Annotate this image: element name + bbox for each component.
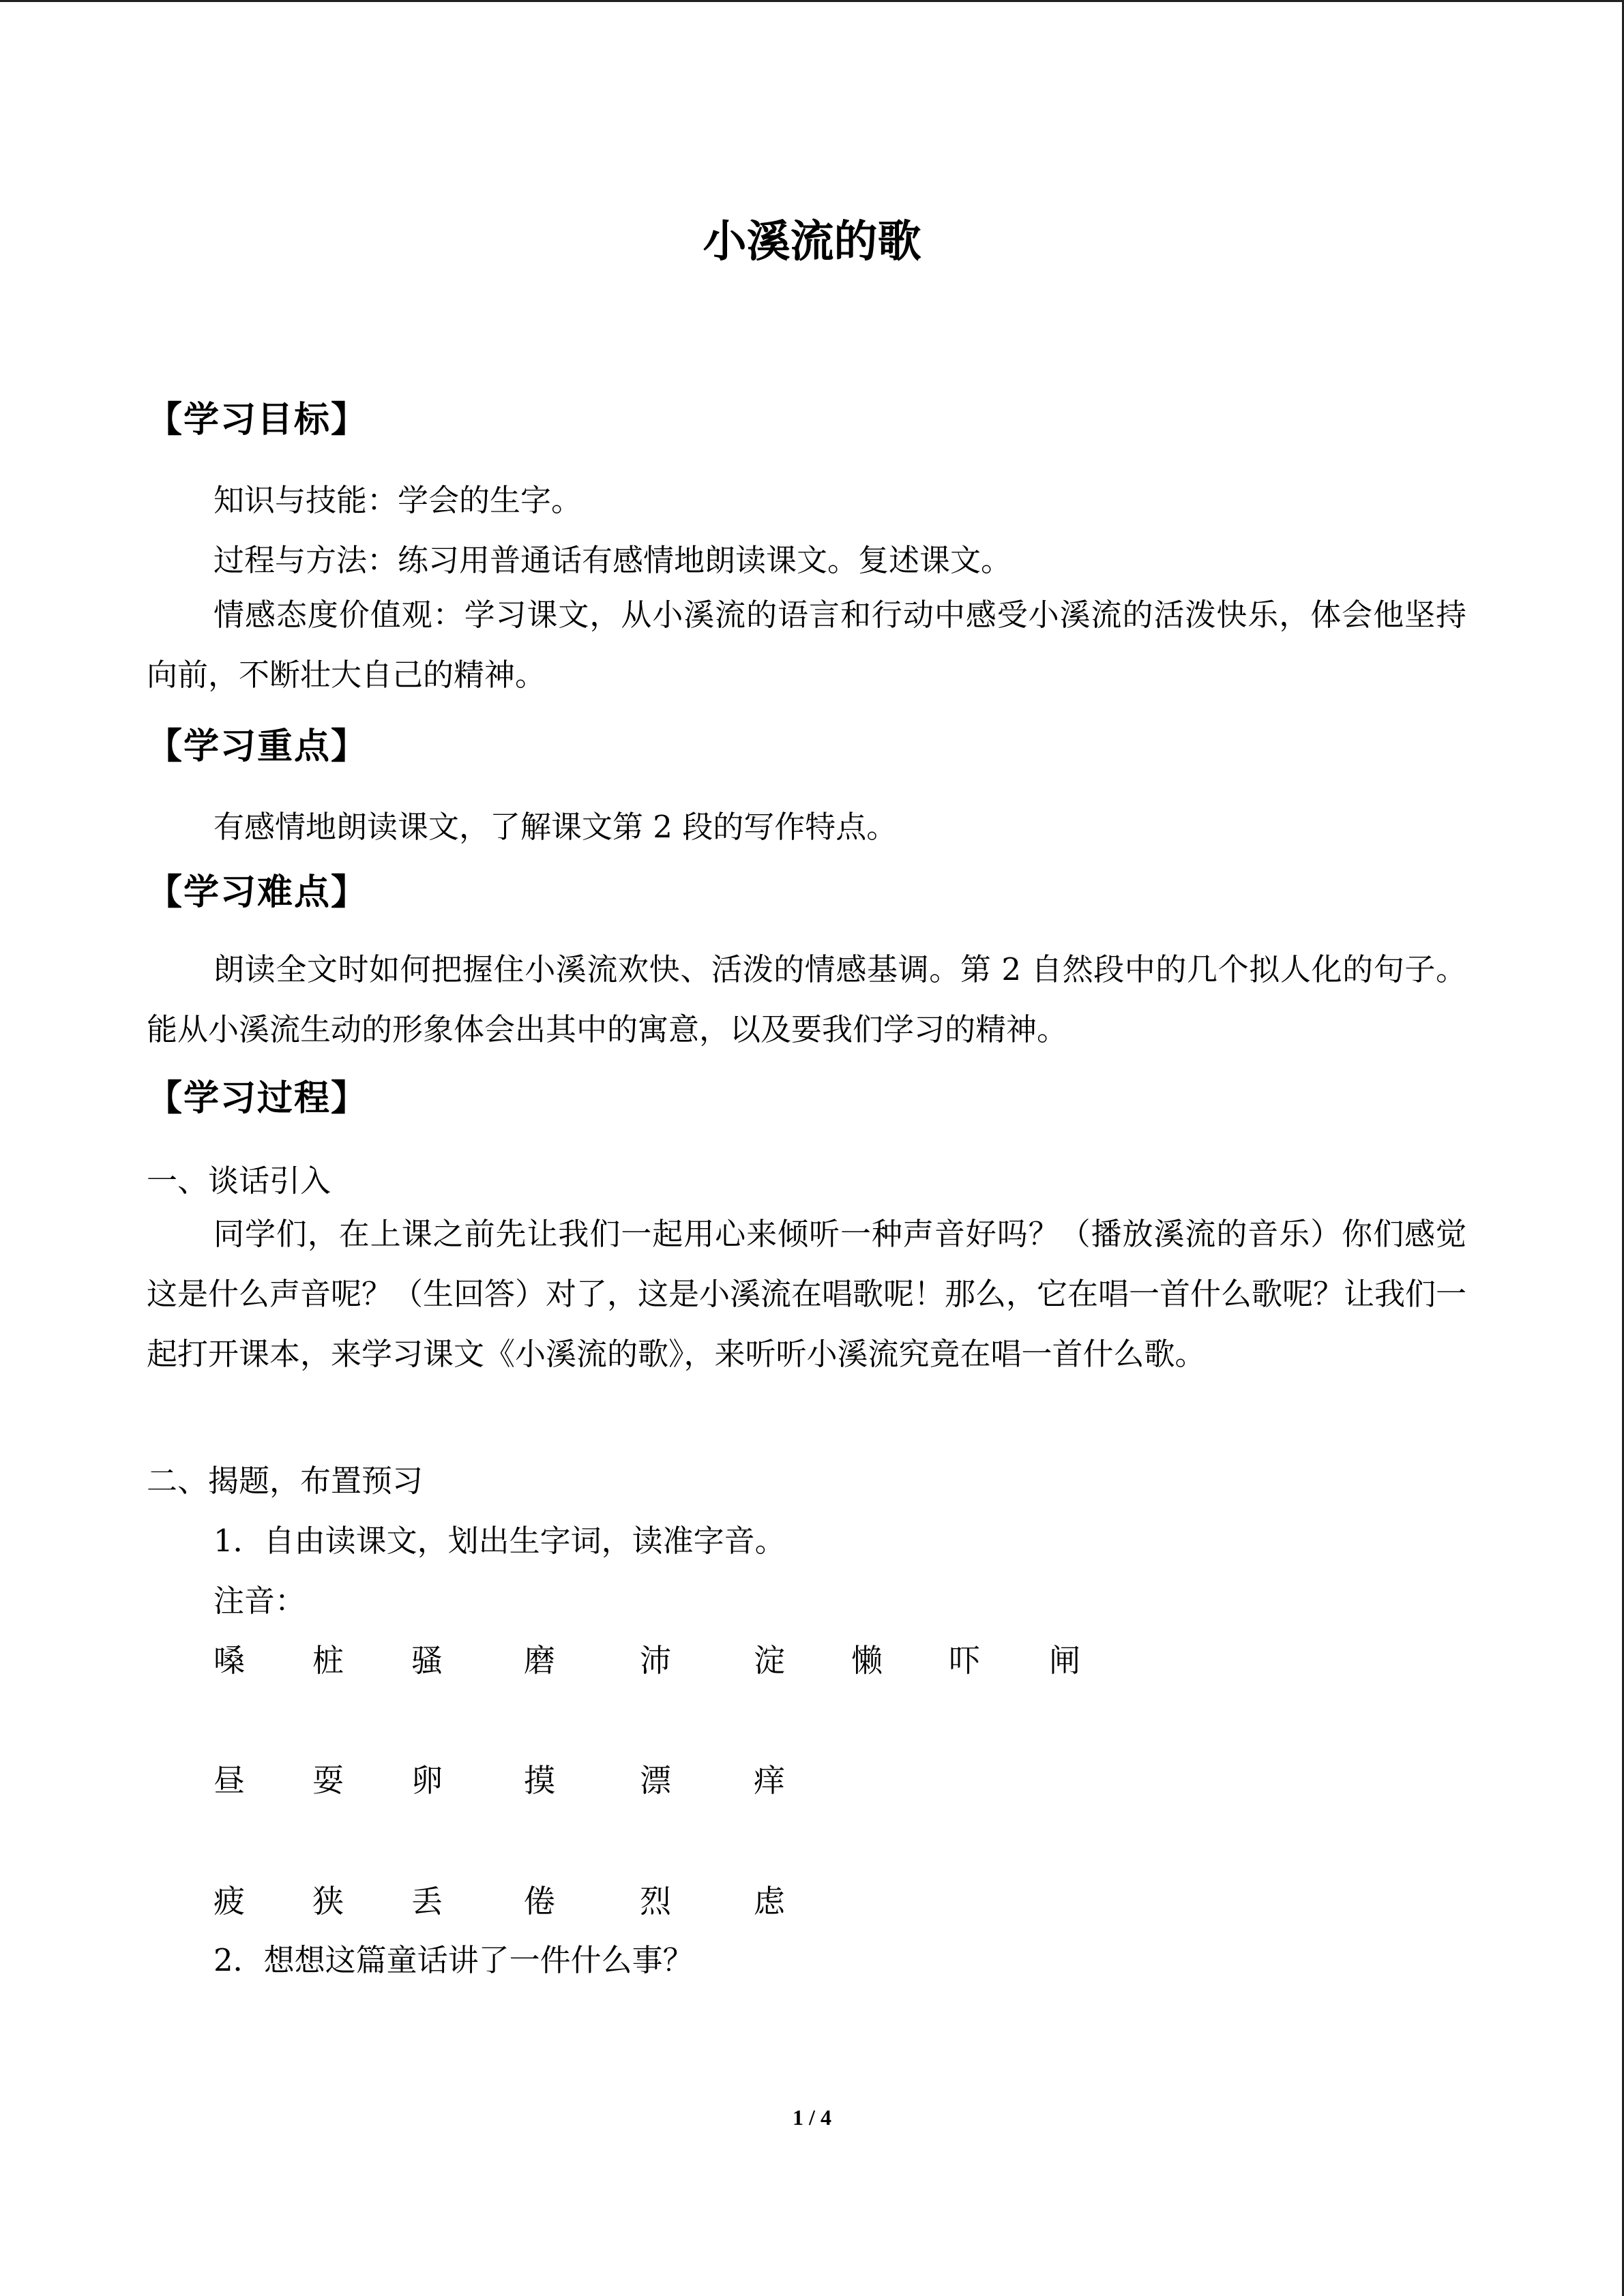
char-item: 骚 bbox=[411, 1642, 443, 1679]
char-item: 嗓 bbox=[213, 1642, 245, 1679]
char-item: 淀 bbox=[754, 1642, 785, 1679]
char-item: 吓 bbox=[949, 1642, 980, 1679]
task1-text: 1．自由读课文，划出生字词，读准字音。 bbox=[213, 1523, 786, 1559]
heading-key-points: 【学习重点】 bbox=[147, 726, 368, 767]
char-item: 卵 bbox=[411, 1762, 443, 1799]
char-item: 虑 bbox=[754, 1883, 785, 1920]
char-item: 沛 bbox=[640, 1642, 671, 1679]
page-number: 1 / 4 bbox=[793, 2105, 831, 2130]
goal-emotion: 情感态度价值观：学习课文，从小溪流的语言和行动中感受小溪流的活泼快乐，体会他坚持向前，不断壮大自己的精神。 bbox=[147, 597, 1466, 693]
char-item: 桩 bbox=[312, 1642, 344, 1679]
char-item: 漂 bbox=[640, 1762, 671, 1799]
goal-knowledge: 知识与技能：学会的生字。 bbox=[213, 482, 582, 518]
char-item: 闸 bbox=[1049, 1642, 1080, 1679]
page-border-top bbox=[0, 0, 1624, 2]
step2-title: 二、揭题，布置预习 bbox=[147, 1463, 424, 1499]
char-item: 疲 bbox=[213, 1883, 245, 1920]
char-item: 磨 bbox=[524, 1642, 555, 1679]
step1-title: 一、谈话引入 bbox=[147, 1163, 331, 1199]
char-item: 丢 bbox=[411, 1883, 443, 1920]
heading-learning-goals: 【学习目标】 bbox=[147, 400, 368, 441]
step1-text: 同学们，在上课之前先让我们一起用心来倾听一种声音好吗？（播放溪流的音乐）你们感觉这是什么声音呢？（生回答）对了，这是小溪流在唱歌呢！那么，它在唱一首什么歌呢？让我们一起打开课本，来学习课文《小溪流的歌》，来听听小溪流究竟在唱一首什么歌。 bbox=[147, 1216, 1467, 1372]
heading-learning-process: 【学习过程】 bbox=[147, 1078, 368, 1119]
task2-text: 2．想想这篇童话讲了一件什么事？ bbox=[213, 1942, 694, 1978]
document-title: 小溪流的歌 bbox=[703, 216, 921, 267]
heading-difficulties: 【学习难点】 bbox=[147, 872, 368, 913]
char-item: 耍 bbox=[312, 1762, 344, 1799]
phonetic-label: 注音： bbox=[213, 1583, 306, 1619]
char-item: 狭 bbox=[312, 1883, 344, 1920]
char-item: 摸 bbox=[524, 1762, 555, 1799]
key-points-text: 有感情地朗读课文，了解课文第 2 段的写作特点。 bbox=[213, 809, 898, 845]
char-item: 昼 bbox=[213, 1762, 245, 1799]
char-item: 痒 bbox=[754, 1762, 785, 1799]
char-item: 烈 bbox=[640, 1883, 671, 1920]
char-item: 懒 bbox=[851, 1642, 883, 1679]
goal-process: 过程与方法：练习用普通话有感情地朗读课文。复述课文。 bbox=[213, 542, 1012, 578]
char-item: 倦 bbox=[524, 1883, 555, 1920]
difficulties-text: 朗读全文时如何把握住小溪流欢快、活泼的情感基调。第 2 自然段中的几个拟人化的句子。能从小溪流生动的形象体会出其中的寓意，以及要我们学习的精神。 bbox=[147, 951, 1466, 1047]
